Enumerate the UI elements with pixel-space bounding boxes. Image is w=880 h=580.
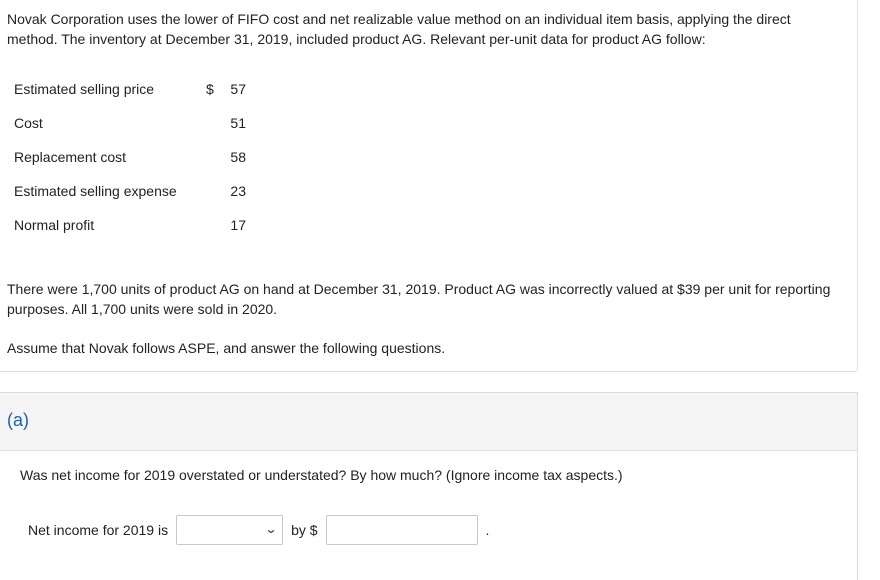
table-row: [14, 106, 246, 140]
row-currency: [206, 208, 230, 242]
row-currency: [206, 106, 230, 140]
by-dollar-label: by $: [291, 522, 318, 538]
row-label: Estimated selling expense: [14, 183, 177, 199]
table-row: [14, 208, 246, 242]
row-value: 57: [230, 81, 246, 97]
row-value: 58: [230, 149, 246, 165]
row-value: 17: [230, 217, 246, 233]
problem-paragraph-units: There were 1,700 units of product AG on hand at December 31, 2019. Product AG was incorrectly valued at $39 per unit for reporting purposes. All 1,700 units were sold in 2020.: [7, 281, 831, 317]
net-income-label: Net income for 2019 is: [28, 522, 169, 538]
table-row: [14, 140, 246, 174]
chevron-down-icon: ⌄: [264, 522, 278, 536]
row-label: Cost: [14, 115, 43, 131]
part-a-question: Was net income for 2019 overstated or understated? By how much? (Ignore income tax aspects.): [20, 467, 623, 483]
row-currency: [206, 174, 230, 208]
row-label: Normal profit: [14, 217, 95, 233]
row-label: Replacement cost: [14, 149, 127, 165]
problem-intro: Novak Corporation uses the lower of FIFO cost and net realizable value method on an individual item basis, applying the direct method. The inventory at December 31, 2019, included product AG. Relevant per-unit data for product AG follow:: [7, 11, 791, 47]
overstated-understated-select[interactable]: [176, 515, 283, 545]
part-a-label: (a): [7, 410, 29, 430]
row-currency: $: [206, 81, 214, 97]
table-row: [14, 72, 246, 106]
row-currency: [206, 140, 230, 174]
answer-row: [28, 515, 489, 545]
row-label: Estimated selling price: [14, 81, 155, 97]
table-row: [14, 174, 246, 208]
part-a-card: [0, 392, 858, 580]
amount-input[interactable]: [326, 515, 478, 545]
problem-paragraph-instructions: Assume that Novak follows ASPE, and answer the following questions.: [7, 340, 446, 356]
row-value: 51: [230, 115, 246, 131]
row-value: 23: [230, 183, 246, 199]
part-a-header: [0, 393, 857, 451]
per-unit-data-table: [14, 72, 246, 242]
scroll-gutter: [858, 0, 880, 580]
trailing-period: .: [485, 522, 490, 538]
